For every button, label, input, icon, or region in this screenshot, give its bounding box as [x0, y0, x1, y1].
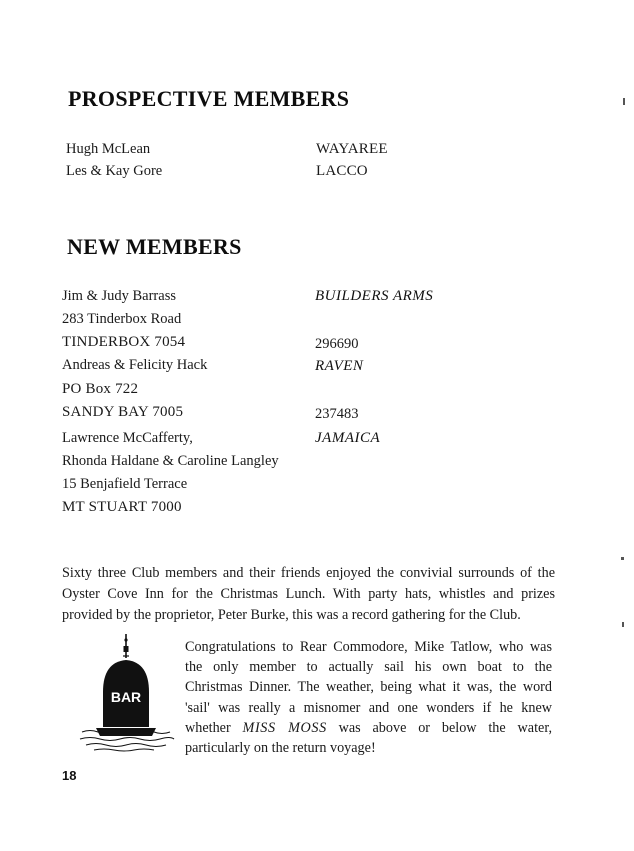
new-member-boat: RAVEN — [315, 358, 364, 374]
christmas-lunch-paragraph — [62, 563, 555, 626]
paragraph-line: particularly on the return voyage! — [185, 740, 376, 757]
new-member-line: MT STUART 7000 — [62, 499, 182, 515]
paragraph-line: Christmas Dinner. The weather, being what it was, the word — [185, 679, 552, 696]
new-member-line: TINDERBOX 7054 — [62, 334, 186, 350]
boat-name-miss-moss: MISS MOSS — [242, 719, 327, 736]
congratulations-paragraph — [185, 637, 552, 758]
paragraph-text: was above or below the water, — [338, 719, 553, 736]
paragraph-line — [185, 718, 552, 738]
new-member-line: PO Box 722 — [62, 381, 139, 397]
paragraph-text: whether — [185, 719, 231, 736]
new-member-line: Rhonda Haldane & Caroline Langley — [62, 453, 279, 469]
page-number: 18 — [62, 768, 77, 783]
scan-speck — [623, 98, 625, 105]
paragraph-line: provided by the proprietor, Peter Burke, this was a record gathering for the Club. — [62, 607, 521, 623]
buoy-label: BAR — [110, 689, 142, 705]
prospective-member-boat: LACCO — [316, 163, 368, 179]
new-member-line: Jim & Judy Barrass — [62, 288, 176, 304]
scan-speck — [621, 557, 624, 560]
new-member-line: SANDY BAY 7005 — [62, 404, 184, 420]
paragraph-line: Congratulations to Rear Commodore, Mike Tatlow, who was — [185, 639, 552, 655]
new-member-line: Andreas & Felicity Hack — [62, 357, 208, 373]
new-member-phone: 237483 — [315, 406, 359, 422]
paragraph-line: Oyster Cove Inn for the Christmas Lunch. With party hats, whistles and prizes — [62, 586, 555, 602]
new-members-heading: NEW MEMBERS — [67, 234, 242, 259]
paragraph-line: 'sail' was really a misnomer and one wonders if he knew — [185, 699, 552, 716]
new-member-boat: JAMAICA — [315, 430, 381, 446]
new-member-phone: 296690 — [315, 336, 359, 352]
new-member-line: Lawrence McCafferty, — [62, 430, 193, 446]
new-member-boat: BUILDERS ARMS — [315, 288, 434, 304]
paragraph-line: Sixty three Club members and their friends enjoyed the convivial surrounds of the — [62, 565, 555, 581]
bar-buoy-icon — [76, 632, 176, 752]
new-member-line: 283 Tinderbox Road — [62, 311, 182, 327]
new-member-line: 15 Benjafield Terrace — [62, 476, 188, 492]
prospective-member-name: Hugh McLean — [66, 141, 151, 157]
prospective-member-name: Les & Kay Gore — [66, 163, 163, 179]
prospective-member-boat: WAYAREE — [316, 141, 388, 157]
paragraph-line: the only member to actually sail his own boat to the — [185, 659, 552, 676]
prospective-members-heading: PROSPECTIVE MEMBERS — [68, 86, 350, 111]
scan-speck — [622, 622, 624, 627]
